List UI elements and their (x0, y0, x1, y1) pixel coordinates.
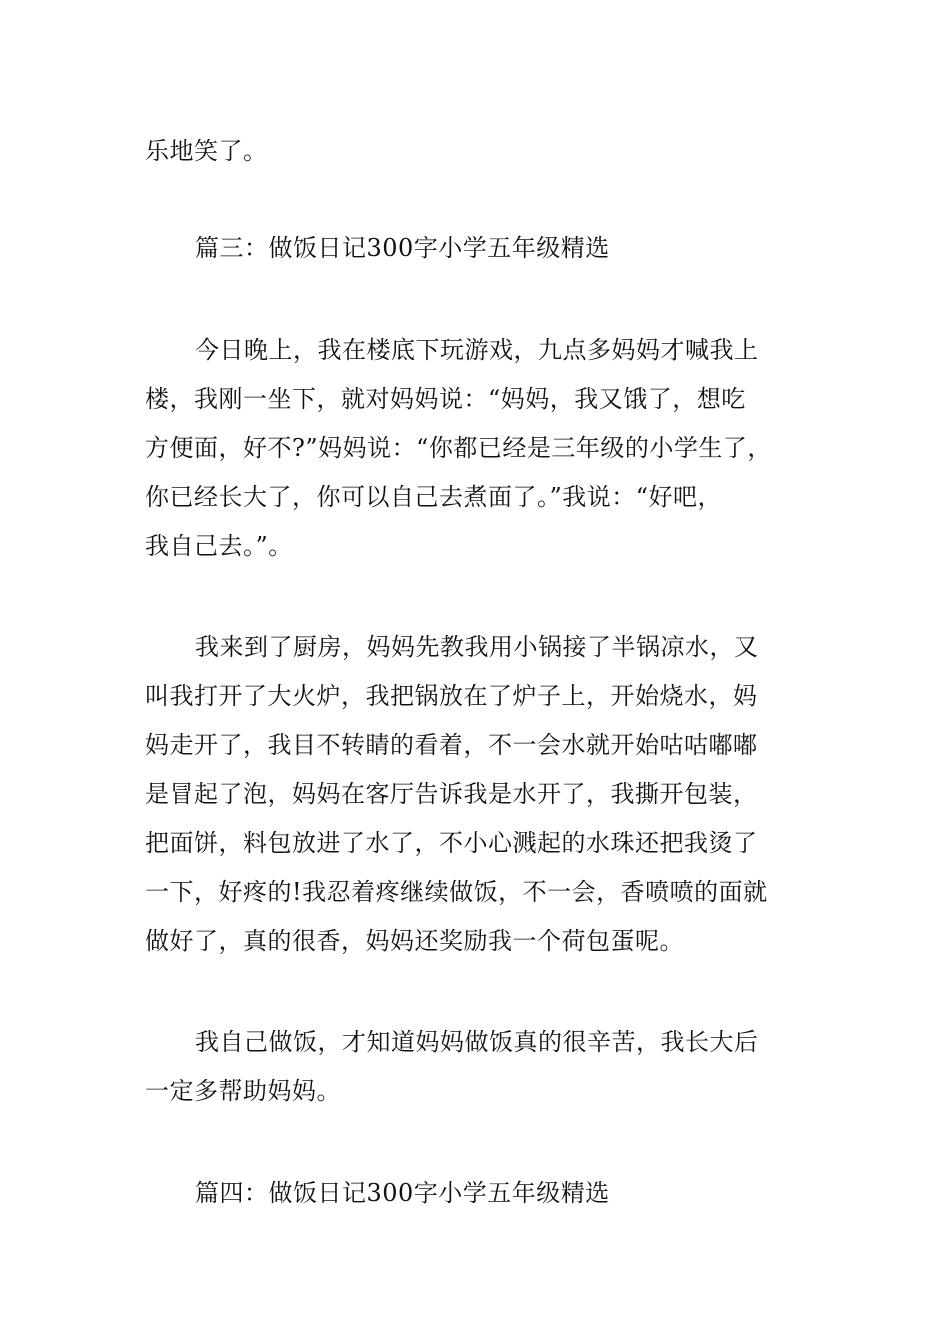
text-line: 我自己做饭，才知道妈妈做饭真的很辛苦，我长大后 (195, 1028, 759, 1056)
text-line: 楼，我刚一坐下，就对妈妈说：“妈妈，我又饿了，想吃 (145, 385, 746, 413)
text-line: 你已经长大了，你可以自己去煮面了。”我说：“好吧， (145, 483, 723, 511)
text-line: 做好了，真的很香，妈妈还奖励我一个荷包蛋呢。 (145, 927, 684, 955)
text-line: 我自己去。”。 (145, 532, 293, 560)
text-line: 是冒起了泡，妈妈在客厅告诉我是水开了，我撕开包装， (145, 780, 758, 808)
text-line: 我来到了厨房，妈妈先教我用小锅接了半锅凉水，又 (195, 633, 759, 661)
text-line: 一定多帮助妈妈。 (145, 1077, 341, 1105)
text-line: 一下，好疼的!我忍着疼继续做饭，不一会，香喷喷的面就 (145, 878, 768, 906)
text-line: 妈走开了，我目不转睛的看着，不一会水就开始咕咕嘟嘟 (145, 731, 758, 759)
text-line: 把面饼，料包放进了水了，不小心溅起的水珠还把我烫了 (145, 829, 758, 857)
text-line: 今日晚上，我在楼底下玩游戏，九点多妈妈才喊我上 (195, 336, 759, 364)
section-heading-4: 篇四：做饭日记300字小学五年级精选 (195, 1179, 610, 1207)
section-heading-3: 篇三：做饭日记300字小学五年级精选 (195, 234, 610, 262)
text-line: 方便面，好不?”妈妈说：“你都已经是三年级的小学生了， (145, 434, 772, 462)
text-line: 叫我打开了大火炉，我把锅放在了炉子上，开始烧水，妈 (145, 682, 758, 710)
paragraph-end-line: 乐地笑了。 (145, 137, 268, 165)
